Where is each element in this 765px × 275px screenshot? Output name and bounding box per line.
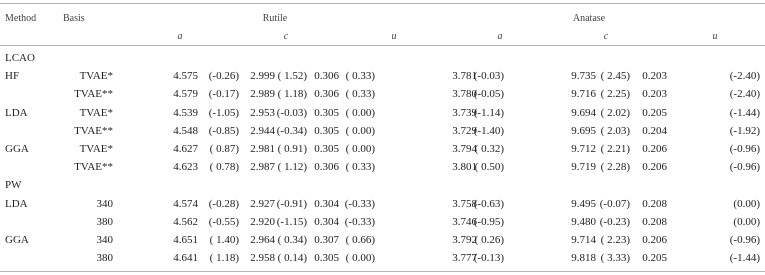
table-cell: 0.205 [642,252,667,264]
row-basis: 380 [96,252,113,264]
table-cell: ( 2.03) [600,125,630,137]
table-cell: 3.792 [452,234,477,246]
table-cell: 0.205 [642,107,667,119]
row-method: GGA [5,234,29,246]
table-cell: (-1.05) [208,107,239,119]
table-cell: 3.746 [452,216,477,228]
table-cell: 9.694 [571,107,596,119]
row-method: LDA [5,198,28,210]
table-cell: ( 0.87) [209,143,239,155]
table-cell: (-0.17) [208,88,239,100]
table-cell: 3.739 [452,107,477,119]
table-cell: 9.695 [571,125,596,137]
row-basis: TVAE** [74,161,113,173]
section-label: LCAO [5,52,35,64]
table-cell: 2.999 [250,70,275,82]
table-cell: (-1.44) [729,252,760,264]
table-cell: ( 0.14) [277,252,307,264]
table-cell: 2.927 [250,198,275,210]
table-cell: 2.920 [250,216,275,228]
table-cell: ( 2.45) [600,70,630,82]
header-method: Method [5,13,37,24]
table-cell: (-0.34) [276,125,307,137]
table-cell: (-0.05) [473,88,504,100]
row-basis: 380 [96,216,113,228]
row-basis: TVAE* [79,70,113,82]
table-cell: 4.651 [173,234,198,246]
table-cell: ( 1.18) [277,88,307,100]
header-basis: Basis [63,13,85,24]
table-cell: ( 2.25) [600,88,630,100]
table-cell: 2.989 [250,88,275,100]
section-label: PW [5,179,22,191]
table-cell: ( 2.23) [600,234,630,246]
row-method: LDA [5,107,28,119]
table-cell: 3.758 [452,198,477,210]
table-cell: 4.641 [173,252,198,264]
table-cell: (-1.92) [729,125,760,137]
table-cell: (-0.96) [729,143,760,155]
table-cell: (-1.44) [729,107,760,119]
table-cell: 4.548 [173,125,198,137]
table-cell: ( 0.78) [209,161,239,173]
table-cell: ( 0.34) [277,234,307,246]
table-cell: 9.818 [571,252,596,264]
table-cell: 9.714 [571,234,596,246]
table-cell: ( 0.00) [345,107,375,119]
table-cell: 0.306 [314,161,339,173]
header-anatase: Anatase [572,13,606,24]
table-cell: (-0.28) [208,198,239,210]
row-basis: TVAE* [79,143,113,155]
table-cell: 0.305 [314,125,339,137]
header-rutile-u: u [391,31,397,42]
table-cell: (-0.33) [344,198,375,210]
table-cell: 0.203 [642,88,667,100]
table-cell: 9.712 [571,143,596,155]
table-cell: (-0.26) [208,70,239,82]
row-basis: TVAE** [74,88,113,100]
table-cell: (-0.55) [208,216,239,228]
table-cell: ( 0.00) [345,125,375,137]
table-cell: 9.716 [571,88,596,100]
table-cell: 2.964 [250,234,275,246]
table-cell: ( 2.28) [600,161,630,173]
table-cell: (-0.13) [473,252,504,264]
table-cell: (-0.23) [599,216,630,228]
table-cell: 0.305 [314,252,339,264]
row-method: HF [5,70,20,82]
table-cell: ( 1.40) [209,234,239,246]
table-cell: 9.480 [571,216,596,228]
table-cell: 4.575 [173,70,198,82]
table-cell: ( 2.21) [600,143,630,155]
table-cell: (-0.91) [276,198,307,210]
table-cell: 4.574 [173,198,198,210]
table-cell: 0.306 [314,88,339,100]
table-cell: (-0.63) [473,198,504,210]
table-cell: ( 3.33) [600,252,630,264]
table-cell: (0.00) [733,198,760,210]
table-cell: (-0.33) [344,216,375,228]
table-cell: 0.208 [642,216,667,228]
table-cell: (-0.03) [276,107,307,119]
table-cell: 0.206 [642,143,667,155]
bottom-rule [0,271,765,272]
table-cell: 2.987 [250,161,275,173]
table-cell: 4.539 [173,107,198,119]
top-rule [0,3,765,4]
table-cell: 0.304 [314,198,339,210]
table-cell: 4.562 [173,216,198,228]
table-cell: 2.944 [250,125,275,137]
table-cell: ( 0.66) [345,234,375,246]
table-cell: (-0.03) [473,70,504,82]
table-cell: ( 0.50) [474,161,504,173]
table-cell: 9.495 [571,198,596,210]
table-cell: 0.307 [314,234,339,246]
table-cell: ( 1.18) [209,252,239,264]
table-cell: 9.735 [571,70,596,82]
header-rutile: Rutile [262,13,288,24]
table-cell: 3.780 [452,88,477,100]
table-cell: 4.623 [173,161,198,173]
table-cell: 3.777 [452,252,477,264]
row-basis: TVAE** [74,125,113,137]
table-cell: ( 0.33) [345,161,375,173]
row-method: GGA [5,143,29,155]
table-cell: ( 1.52) [277,70,307,82]
table-cell: ( 0.00) [345,143,375,155]
table-cell: 0.206 [642,234,667,246]
table-cell: 0.305 [314,107,339,119]
table-cell: 2.981 [250,143,275,155]
table-cell: (-0.95) [473,216,504,228]
table-cell: 0.204 [642,125,667,137]
table-cell: (-0.96) [729,161,760,173]
header-anatase-c: c [603,31,609,42]
table-cell: 3.801 [452,161,477,173]
table-cell: (-1.40) [473,125,504,137]
table-cell: 0.206 [642,161,667,173]
table-cell: ( 0.32) [474,143,504,155]
table-cell: ( 0.91) [277,143,307,155]
table-cell: 3.794 [452,143,477,155]
row-basis: TVAE* [79,107,113,119]
table-cell: (-1.15) [276,216,307,228]
table-cell: (0.00) [733,216,760,228]
table-cell: 0.306 [314,70,339,82]
table-cell: 3.729 [452,125,477,137]
table-cell: 2.953 [250,107,275,119]
table-cell: 9.719 [571,161,596,173]
table-cell: 0.208 [642,198,667,210]
header-rule [0,45,765,46]
table-cell: (-1.14) [473,107,504,119]
table-cell: 4.579 [173,88,198,100]
table-cell: ( 2.02) [600,107,630,119]
table-cell: ( 1.12) [277,161,307,173]
table-cell: 0.305 [314,143,339,155]
table-cell: (-2.40) [729,88,760,100]
table-cell: 4.627 [173,143,198,155]
table-cell: (-0.07) [599,198,630,210]
table-cell: ( 0.33) [345,88,375,100]
table-cell: ( 0.33) [345,70,375,82]
header-anatase-a: a [497,31,503,42]
table-cell: 0.304 [314,216,339,228]
header-rutile-c: c [283,31,289,42]
table-cell: 0.203 [642,70,667,82]
table-cell: (-2.40) [729,70,760,82]
table-cell: (-0.96) [729,234,760,246]
table-cell: ( 0.00) [345,252,375,264]
table-cell: (-0.85) [208,125,239,137]
table-cell: 2.958 [250,252,275,264]
table-cell: ( 0.26) [474,234,504,246]
table-cell: 3.781 [452,70,477,82]
row-basis: 340 [96,198,113,210]
header-rutile-a: a [177,31,183,42]
row-basis: 340 [96,234,113,246]
header-anatase-u: u [712,31,718,42]
